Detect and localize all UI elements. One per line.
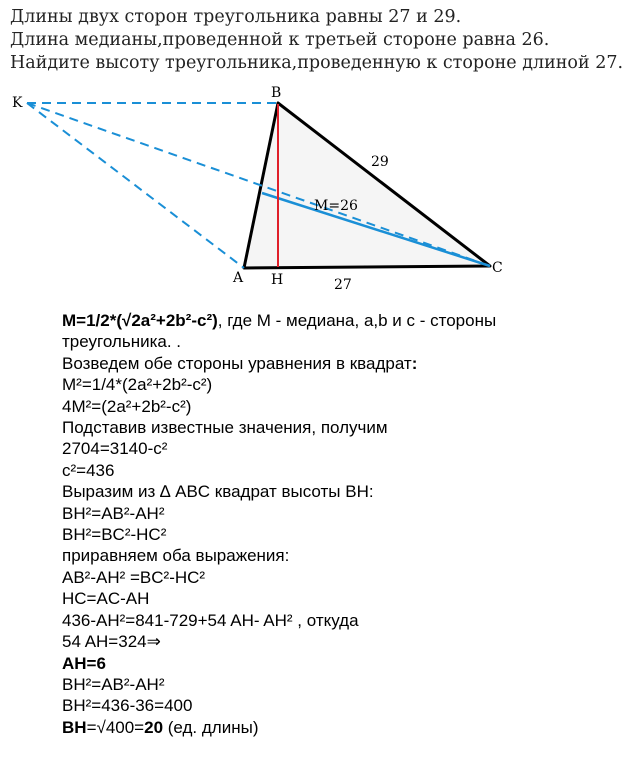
median-formula-note: , где М - медиана, a,b и c - стороны bbox=[217, 311, 497, 330]
solution-line: BH²=436-36=400 bbox=[62, 696, 193, 716]
problem-line-3: Найдите высоту треугольника,проведенную к стороне длиной 27. bbox=[10, 53, 624, 73]
solution-line: AB²-AH² =BC²-HC² bbox=[62, 567, 206, 587]
solution-line: 54 AH=324⇒ bbox=[62, 632, 161, 652]
solution-line: c²=436 bbox=[62, 460, 115, 480]
label-c: C bbox=[492, 260, 503, 276]
solution-line: AH=6 bbox=[62, 653, 106, 673]
solution-line: Подставив известные значения, получим bbox=[62, 418, 388, 438]
label-k: K bbox=[12, 95, 23, 111]
label-side-ac: 27 bbox=[334, 277, 352, 293]
square-both-sides-colon: : bbox=[411, 353, 418, 373]
solution-line bbox=[62, 717, 637, 738]
problem-line-1: Длины двух сторон треугольника равны 27 и 29. bbox=[10, 7, 462, 27]
label-b: B bbox=[271, 85, 282, 101]
solution-line: BH²=BC²-HC² bbox=[62, 525, 167, 545]
answer-sqrt: =√400= bbox=[86, 717, 145, 737]
label-side-bc: 29 bbox=[371, 154, 389, 170]
square-both-sides-text: Возведем обе стороны уравнения в квадрат bbox=[62, 353, 412, 373]
solution-line: треугольника. . bbox=[62, 332, 182, 352]
solution-line: BH²=AB²-AH² bbox=[62, 674, 165, 694]
solution-line: M²=1/4*(2a²+2b²-c²) bbox=[62, 375, 213, 395]
label-a: A bbox=[233, 270, 244, 286]
solution-line: Выразим из ∆ ABC квадрат высоты BH: bbox=[62, 482, 374, 502]
solution-line: HC=AC-AH bbox=[62, 589, 150, 609]
answer-units: (ед. длины) bbox=[163, 717, 259, 737]
median-formula: M=1/2*(√2a²+2b²-c²) bbox=[62, 311, 218, 330]
solution-line: приравняем оба выражения: bbox=[62, 546, 290, 566]
solution-text bbox=[62, 310, 637, 738]
problem-line-2: Длина медианы,проведенной к третьей стороне равна 26. bbox=[10, 30, 550, 50]
solution-line: 436-AH²=841-729+54 AH- AH² , откуда bbox=[62, 610, 359, 630]
solution-line bbox=[62, 310, 637, 331]
answer-bh: BH bbox=[62, 717, 87, 737]
label-median: M=26 bbox=[314, 198, 358, 214]
triangle-diagram bbox=[0, 80, 644, 300]
solution-line: BH²=AB²-AH² bbox=[62, 503, 165, 523]
solution-line bbox=[62, 353, 637, 374]
problem-statement bbox=[10, 6, 640, 75]
answer-value: 20 bbox=[144, 717, 164, 737]
dashed-line-ka bbox=[27, 103, 244, 268]
solution-line: 4M²=(2a²+2b²-c²) bbox=[62, 396, 192, 416]
triangle-abc bbox=[244, 103, 490, 268]
label-h: H bbox=[271, 272, 284, 288]
solution-line: 2704=3140-c² bbox=[62, 439, 168, 459]
